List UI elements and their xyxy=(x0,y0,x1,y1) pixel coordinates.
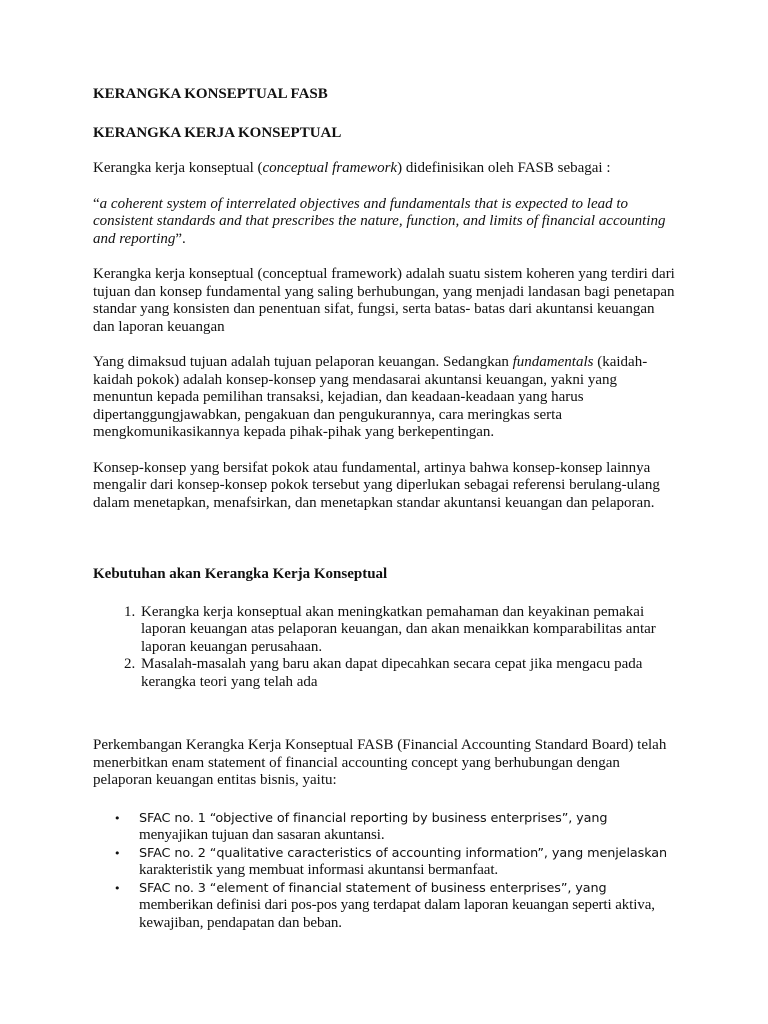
para2-text-italic: fundamentals xyxy=(512,354,594,370)
intro-text-a: Kerangka kerja konseptual ( xyxy=(93,160,263,176)
statement-rest: memberikan definisi dari pos-pos yang terdapat dalam laporan keuangan seperti aktiva, kewajiban, pendapatan dan beban. xyxy=(139,897,655,931)
statement-lead: SFAC no. 3 “element of financial statement of business enterprises”, yang xyxy=(139,880,607,896)
statement-rest: karakteristik yang membuat informasi akuntansi bermanfaat. xyxy=(139,862,499,878)
paragraph-development: Perkembangan Kerangka Kerja Konseptual FASB (Financial Accounting Standard Board) telah menerbitkan enam statement of financial accounting concept yang berhubungan dengan pelaporan keuangan entitas bisnis, yaitu: xyxy=(93,737,667,788)
needs-heading: Kebutuhan akan Kerangka Kerja Konseptual xyxy=(93,566,388,582)
paragraph-fundamentals: Konsep-konsep yang bersifat pokok atau fundamental, artinya bahwa konsep-konsep lainnya mengalir dari konsep-konsep pokok tersebut yang diperlukan sebagai referensi berulang-ulang dalam menetapkan, menafsirkan, dan menetapkan standar akuntansi keuangan dan pelaporan. xyxy=(93,459,660,511)
definition-quote xyxy=(93,196,678,249)
quote-close: ”. xyxy=(175,230,186,247)
intro-paragraph xyxy=(93,160,678,178)
intro-text-italic: conceptual framework xyxy=(262,160,398,176)
needs-list xyxy=(93,604,678,692)
statement-lead: SFAC no. 1 “objective of financial reporting by business enterprises”, yang xyxy=(139,810,608,826)
list-item xyxy=(114,880,678,933)
bullet-icon: • xyxy=(114,881,121,895)
list-item xyxy=(114,810,678,845)
list-item: 1. Kerangka kerja konseptual akan meningkatkan pemahaman dan keyakinan pemakai laporan keuangan atas pelaporan keuangan, dan akan menaikkan komparabilitas antar laporan keuangan perusahaan. xyxy=(139,604,678,657)
paragraph-objectives xyxy=(93,354,678,442)
bullet-icon: • xyxy=(114,811,121,825)
statement-rest: menyajikan tujuan dan sasaran akuntansi. xyxy=(139,827,385,843)
quote-open: “ xyxy=(93,195,100,212)
paragraph-definition: Kerangka kerja konseptual (conceptual framework) adalah suatu sistem koheren yang terdiri dari tujuan dan konsep fundamental yang saling berhubungan, yang menjadi landasan bagi penetapan standar yang konsisten dan penentuan sifat, fungsi, serta batas- batas dari akuntansi keuangan dan laporan keuangan xyxy=(93,266,675,335)
para2-text-c: (kaidah-kaidah pokok) adalah konsep-konsep yang mendasarai akuntansi keuangan, yakni yang menuntun kepada pemilihan transaksi, kejadian, dan keadaan-keadaan yang harus dipertanggungjawabkan, pengakuan dan pengukurannya, cara meringkas serta mengkomunikasikannya kepada pihak-pihak yang berkepentingan. xyxy=(93,354,648,440)
bullet-icon: • xyxy=(114,846,121,860)
document-title: KERANGKA KONSEPTUAL FASB xyxy=(93,86,328,102)
quote-text: a coherent system of interrelated objectives and fundamentals that is expected to lead to consistent standards and that prescribes the nature, function, and limits of financial accounting and reporting xyxy=(93,195,666,247)
list-item xyxy=(114,845,678,880)
statements-list xyxy=(93,810,678,933)
section-title: KERANGKA KERJA KONSEPTUAL xyxy=(93,124,342,141)
list-item: 2. Masalah-masalah yang baru akan dapat dipecahkan secara cepat jika mengacu pada kerangka teori yang telah ada xyxy=(139,656,678,691)
para2-text-a: Yang dimaksud tujuan adalah tujuan pelaporan keuangan. Sedangkan xyxy=(93,354,513,370)
intro-text-c: ) didefinisikan oleh FASB sebagai : xyxy=(397,160,611,176)
statement-lead: SFAC no. 2 “qualitative caracteristics of accounting information”, yang menjelaskan xyxy=(139,845,668,861)
